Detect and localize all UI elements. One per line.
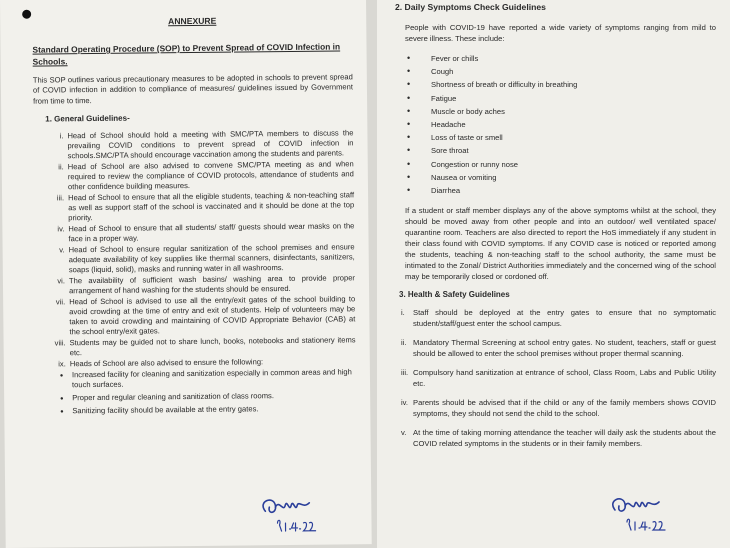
list-item: iv. Head of School to ensure that all students/ staff/ guests should wear masks on the face in a proper way. (57, 221, 355, 244)
health-safety-list (395, 307, 716, 449)
sub-bullet-item: • Sanitizing facility should be available at the entry gates. (60, 404, 356, 417)
sub-bullet-item: • Proper and regular cleaning and sanitization of class rooms. (60, 391, 356, 404)
list-item: vi. The availability of sufficient wash basins/ washing area to provide proper arrangement of hand washing for the students should be ensured. (57, 273, 355, 296)
symptoms-intro: People with COVID-19 have reported a wide variety of symptoms ranging from mild to severe illness. These include: (405, 23, 716, 43)
punch-hole-dot (22, 10, 31, 19)
general-guidelines-list (33, 129, 355, 370)
symptoms-action-paragraph: If a student or staff member displays any of the above symptoms whilst at the school, they should be moved away from other people and into an outdoor/ well ventilated space/ quarantine room. Teachers are also directed to report the HoS immediately if any student in their class found with COVID symptoms. If any COVID case is noticed or reported among the students, teaching & non-teaching staff to the school authority, the same must be intimated to the Zonal/ District Authorities immediately and the concerned wing of the school may be temporarily closed or cordoned off. (405, 206, 716, 282)
list-item: ii. Head of School are also advised to convene SMC/PTA meeting as and when required to review the compliance of COVID protocols, attendance of students and other confidence building measures. (58, 159, 354, 192)
symptom-item: • Nausea or vomiting (407, 171, 716, 184)
handwritten-signature (255, 491, 319, 536)
sop-title: Standard Operating Procedure (SOP) to Prevent Spread of COVID Infection in Schools. (32, 41, 341, 67)
section-health-safety-guidelines: 3. Health & Safety Guidelines (399, 290, 510, 300)
section-general-guidelines: 1. General Guidelines- (45, 113, 130, 124)
signature-scribble (255, 491, 319, 536)
list-item: v. Head of School to ensure regular sanitization of the school premises and ensure adequate availability of key supplies like thermal scanners, disinfectants, sanitizers, soaps (liquid, solid), masks and running water in all washrooms. (59, 242, 355, 275)
symptom-item: • Congestion or runny nose (407, 158, 716, 171)
list-item: iv. Parents should be advised that if the child or any of the family members shows COVID symptoms, they should not send the child to the school. (401, 398, 716, 419)
symptoms-list (407, 52, 716, 197)
handwritten-signature (605, 490, 669, 534)
symptom-item: • Sore throat (407, 144, 716, 157)
symptom-item: • Diarrhea (407, 184, 716, 197)
section-daily-symptoms-check: 2. Daily Symptoms Check Guidelines (395, 2, 546, 12)
list-item: i. Staff should be deployed at the entry gates to ensure that no symptomatic student/staff/guest enter the school campus. (401, 308, 716, 329)
symptom-item: • Muscle or body aches (407, 105, 716, 118)
sop-intro: This SOP outlines various precautionary measures to be adopted in schools to prevent spread of COVID infection in addition to compliance of measures/ guidelines issued by Government from time to time. (32, 72, 353, 106)
symptom-item: • Fever or chills (407, 52, 716, 65)
symptom-item: • Headache (407, 118, 716, 131)
right-document-page (377, 0, 730, 548)
sub-bullet-list (60, 368, 356, 417)
list-item: ii. Mandatory Thermal Screening at school entry gates. No student, teachers, staff or guest should be allowed to enter the school premises without proper thermal scanning. (401, 338, 716, 359)
list-item: i. Head of School should hold a meeting with SMC/PTA members to discuss the prevailing COVID conditions to prevent spread of COVID infection in schools.SMC/PTA should encourage vaccination among the students and parents. (59, 128, 354, 161)
list-item: ix. Heads of School are also advised to ensure the following: (58, 357, 264, 369)
list-item: viii. Students may be guided not to share lunch, books, notebooks and stationery items etc. (54, 335, 356, 358)
symptom-item: • Fatigue (407, 92, 716, 105)
symptom-item: • Loss of taste or smell (407, 131, 716, 144)
sub-bullet-item: • Increased facility for cleaning and sanitization especially in common areas and high touch surfaces. (60, 368, 356, 391)
list-item: vii. Head of School is advised to use all the entry/exit gates of the school building to avoid crowding at the time of entry and exit of students. Help of volunteers may be taken to avoid crowding and maintaining of COVID Appropriate Behavior (CAB) at the school entry/exit gates. (55, 294, 356, 337)
symptom-item: • Cough (407, 65, 716, 78)
list-item: iii. Head of School to ensure that all the eligible students, teaching & non-teaching staff as well as support staff of the school is vaccinated and it should be done at the top priority. (56, 190, 355, 223)
list-item: v. At the time of taking morning attendance the teacher will daily ask the students about the COVID related symptoms in the students or in their family members. (401, 428, 716, 449)
annexure-heading: ANNEXURE (168, 15, 217, 27)
signature-scribble (605, 490, 669, 534)
list-item: iii. Compulsory hand sanitization at entrance of school, Class Room, Labs and Public Utility etc. (401, 368, 716, 389)
symptom-item: • Shortness of breath or difficulty in breathing (407, 78, 716, 91)
